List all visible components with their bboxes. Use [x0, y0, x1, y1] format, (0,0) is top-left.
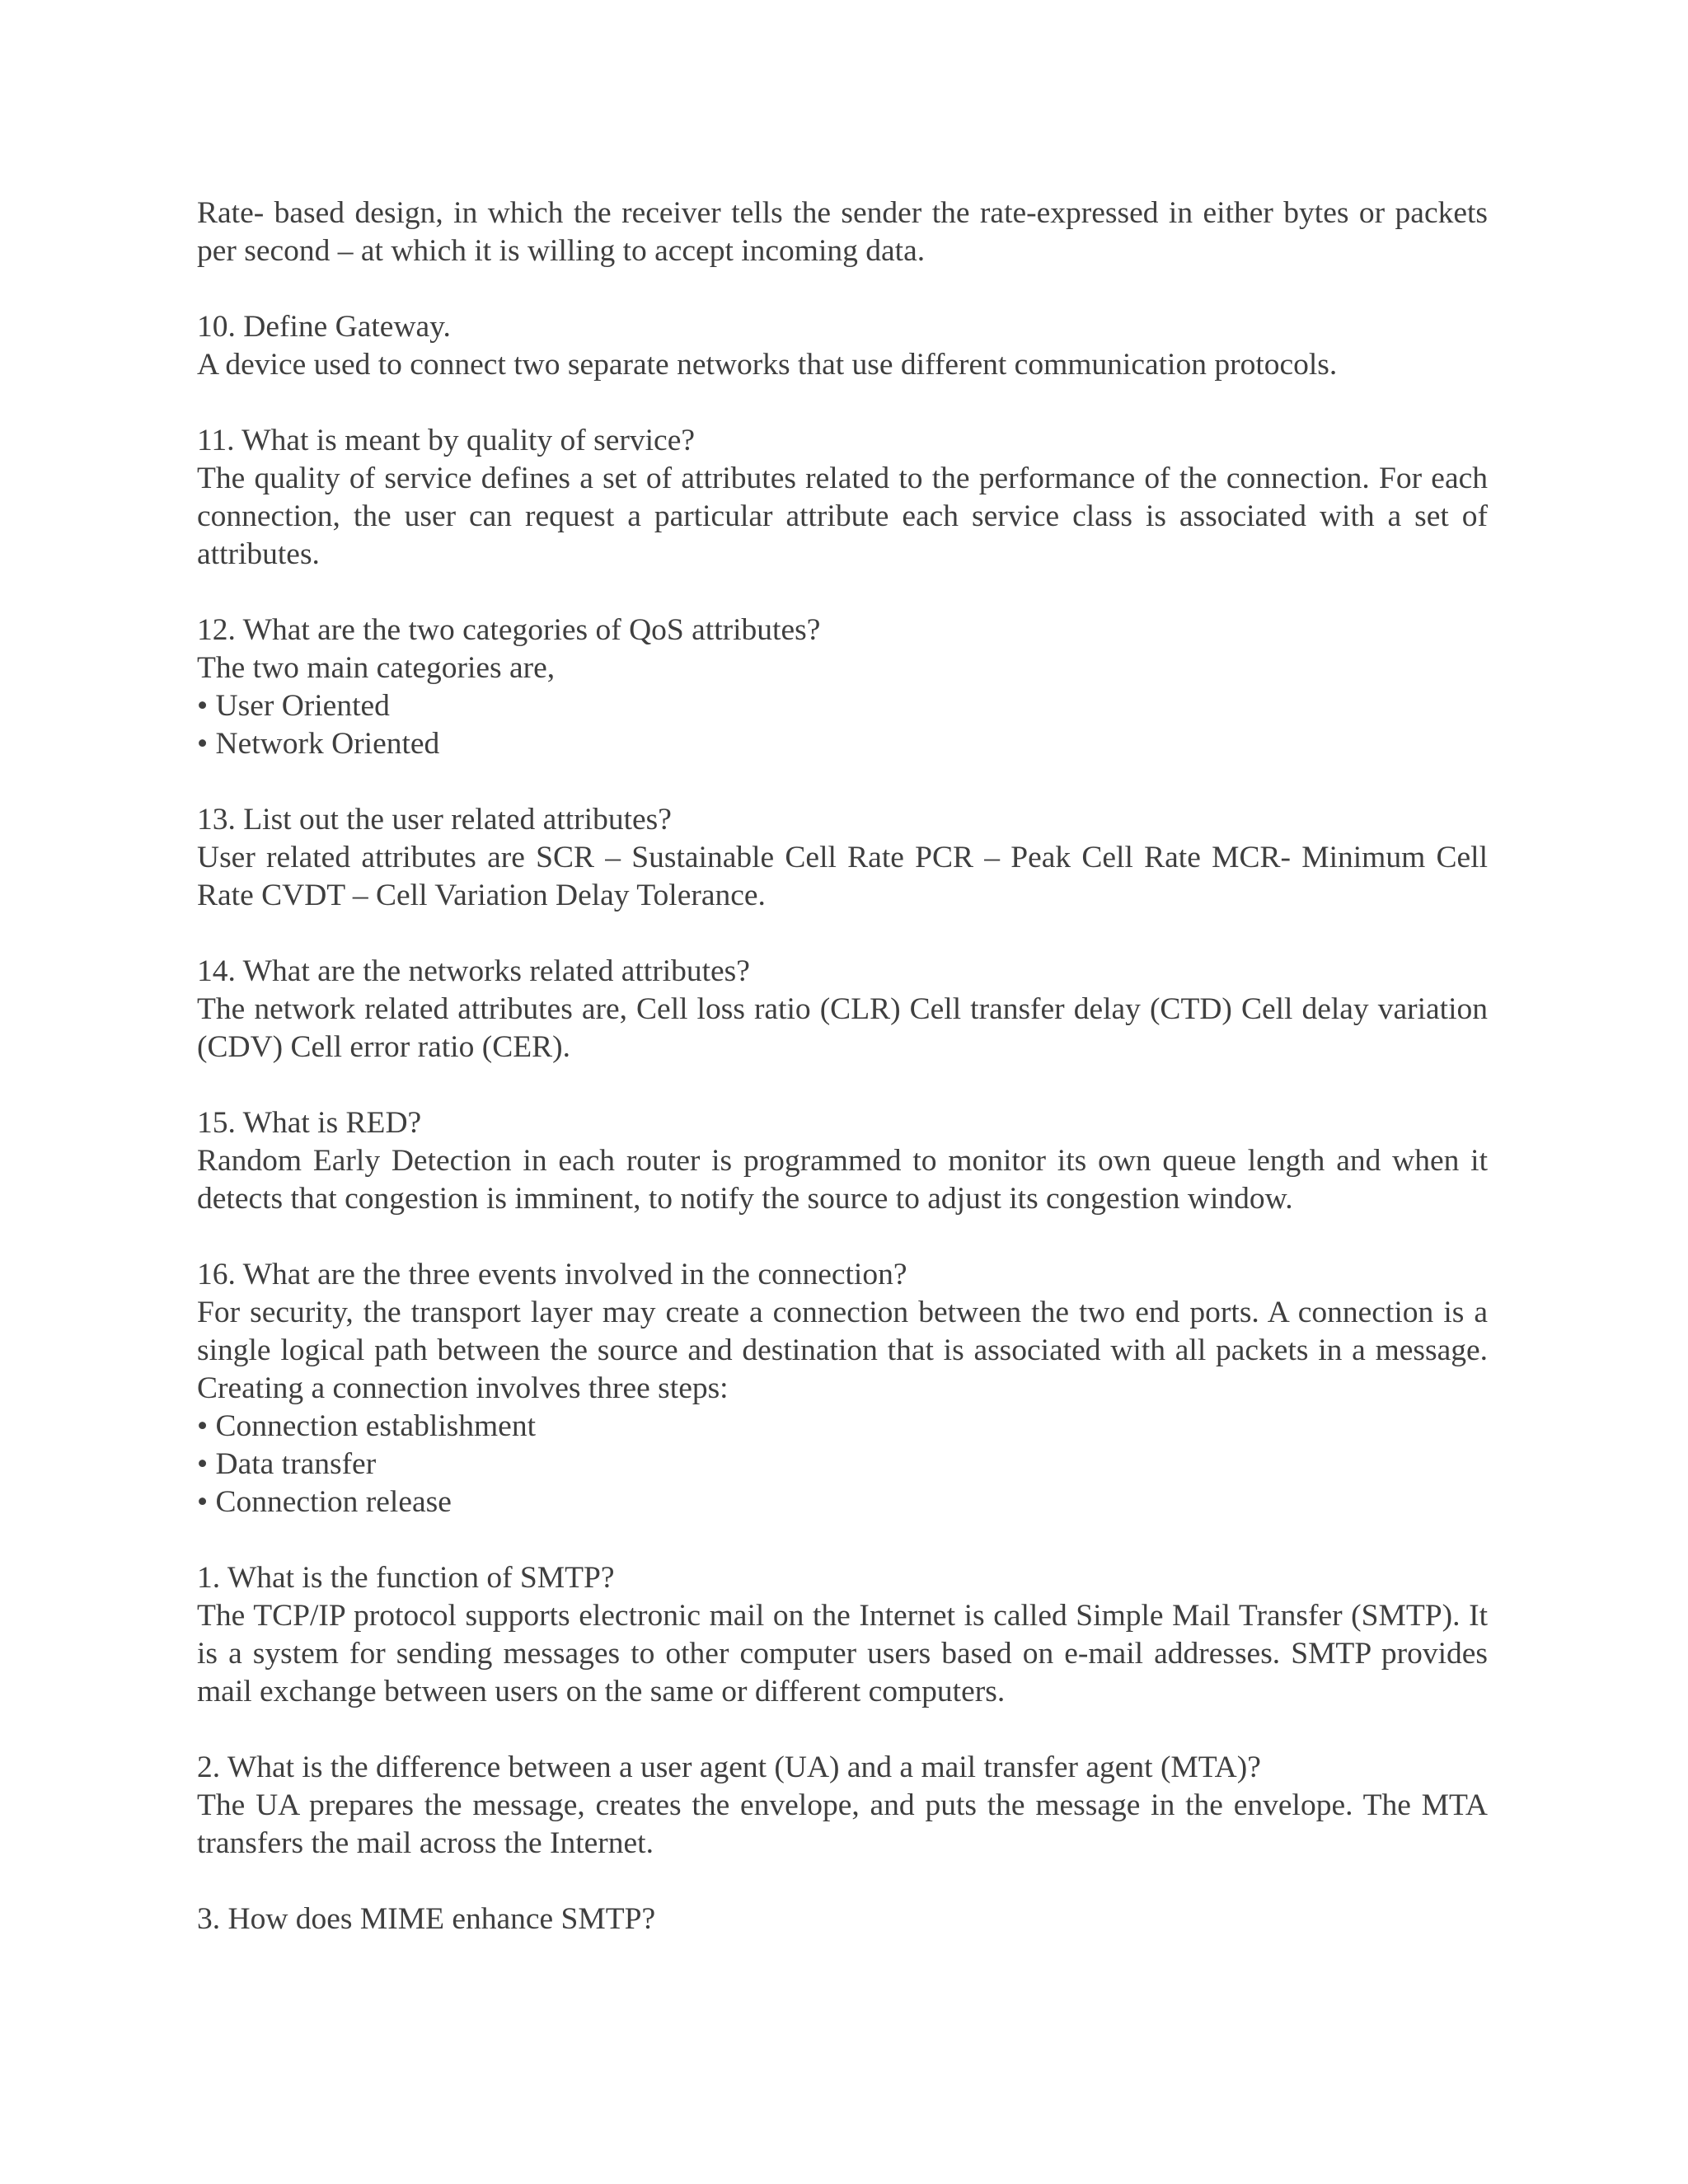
bullet-item: • Data transfer — [197, 1446, 1488, 1483]
bullet-item: • Network Oriented — [197, 725, 1488, 763]
question-heading: 2. What is the difference between a user agent (UA) and a mail transfer agent (MTA)? — [197, 1750, 1261, 1784]
qa-section — [197, 194, 1488, 270]
qa-section — [197, 953, 1488, 1066]
answer-paragraph: User related attributes are SCR – Sustainable Cell Rate PCR – Peak Cell Rate MCR- Minimum Cell Rate CVDT – Cell Variation Delay Tolerance. — [197, 841, 1488, 912]
qa-section — [197, 1559, 1488, 1711]
document-page — [197, 194, 1488, 1938]
qa-section — [197, 1900, 1488, 1938]
bullet-list — [197, 687, 1488, 763]
answer-paragraph: Rate- based design, in which the receiver tells the sender the rate-expressed in either bytes or packets per second – at which it is willing to accept incoming data. — [197, 196, 1488, 268]
question-heading: 12. What are the two categories of QoS attributes? — [197, 613, 821, 647]
answer-paragraph: A device used to connect two separate networks that use different communication protocols. — [197, 348, 1338, 382]
qa-section — [197, 308, 1488, 384]
question-heading: 11. What is meant by quality of service? — [197, 424, 695, 457]
qa-section — [197, 1104, 1488, 1218]
answer-paragraph: The quality of service defines a set of attributes related to the performance of the connection. For each connection, the user can request a particular attribute each service class is associated with a set of attributes. — [197, 462, 1488, 571]
bullet-item: • Connection release — [197, 1483, 1488, 1521]
answer-paragraph: The network related attributes are, Cell loss ratio (CLR) Cell transfer delay (CTD) Cell delay variation (CDV) Cell error ratio (CER). — [197, 992, 1488, 1064]
qa-section — [197, 422, 1488, 574]
answer-paragraph: For security, the transport layer may create a connection between the two end ports. A connection is a single logical path between the source and destination that is associated with all packets in a message. Creating a connection involves three steps: — [197, 1296, 1488, 1405]
question-heading: 1. What is the function of SMTP? — [197, 1561, 615, 1595]
bullet-list — [197, 1408, 1488, 1521]
question-heading: 16. What are the three events involved in the connection? — [197, 1258, 907, 1291]
qa-section — [197, 801, 1488, 915]
bullet-item: • Connection establishment — [197, 1408, 1488, 1446]
qa-section — [197, 612, 1488, 763]
answer-paragraph: The TCP/IP protocol supports electronic mail on the Internet is called Simple Mail Transfer (SMTP). It is a system for sending messages to other computer users based on e-mail addresses. SMTP provides mail exchange between users on the same or different computers. — [197, 1599, 1488, 1708]
qa-section — [197, 1749, 1488, 1863]
bullet-item: • User Oriented — [197, 687, 1488, 725]
answer-paragraph: The UA prepares the message, creates the envelope, and puts the message in the envelope. The MTA transfers the mail across the Internet. — [197, 1788, 1488, 1860]
question-heading: 13. List out the user related attributes? — [197, 803, 672, 837]
question-heading: 14. What are the networks related attributes? — [197, 954, 750, 988]
question-heading: 3. How does MIME enhance SMTP? — [197, 1902, 656, 1936]
question-heading: 10. Define Gateway. — [197, 310, 451, 344]
answer-paragraph: Random Early Detection in each router is programmed to monitor its own queue length and when it detects that congestion is imminent, to notify the source to adjust its congestion window. — [197, 1144, 1488, 1216]
answer-paragraph: The two main categories are, — [197, 651, 556, 685]
question-heading: 15. What is RED? — [197, 1106, 422, 1140]
qa-section — [197, 1256, 1488, 1521]
